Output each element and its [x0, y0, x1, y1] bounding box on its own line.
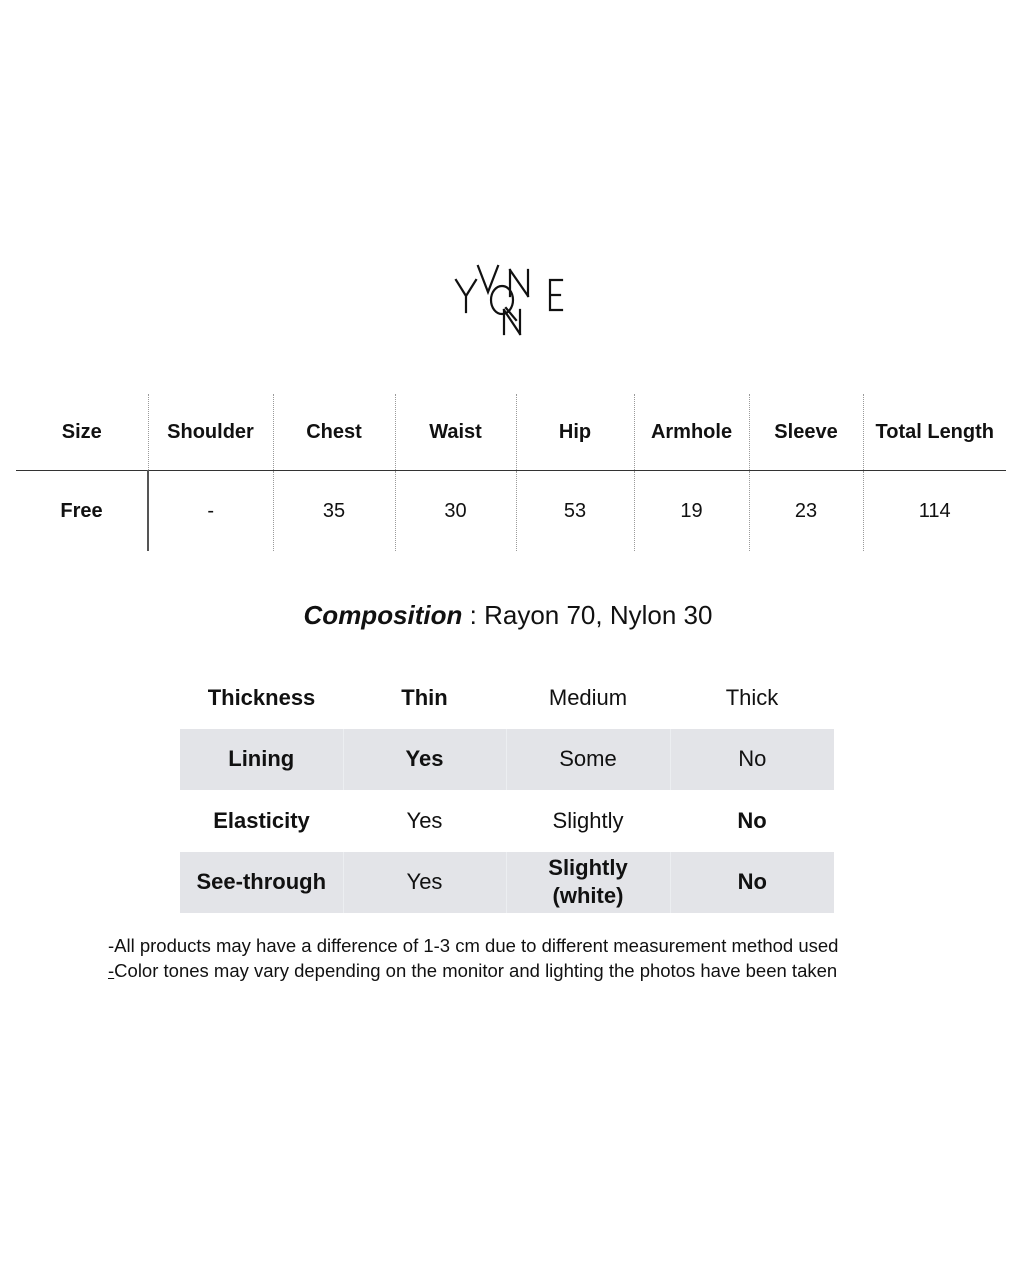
size-table — [16, 394, 1006, 551]
property-option: Some — [506, 729, 670, 791]
header-armhole: Armhole — [634, 394, 749, 471]
header-sleeve: Sleeve — [749, 394, 863, 471]
property-option: No — [670, 852, 834, 914]
cell-waist: 30 — [395, 471, 516, 552]
note-measurement: -All products may have a difference of 1-3 cm due to different measurement method used — [108, 935, 839, 956]
property-row-elasticity — [180, 790, 834, 852]
property-option: Yes — [343, 852, 506, 914]
property-option: Thick — [725, 684, 779, 710]
header-chest: Chest — [273, 394, 395, 471]
notes — [108, 933, 948, 983]
property-option: Medium — [548, 684, 628, 710]
property-option: Slightly — [552, 807, 624, 833]
composition — [0, 600, 1016, 631]
brand-logo — [450, 262, 574, 342]
cell-chest: 35 — [273, 471, 395, 552]
header-shoulder: Shoulder — [148, 394, 273, 471]
property-option: No — [670, 729, 834, 791]
composition-separator: : — [462, 600, 485, 630]
table-row — [16, 471, 1006, 552]
property-option: Thin — [401, 684, 448, 710]
cell-sleeve: 23 — [749, 471, 863, 552]
property-row-lining — [180, 729, 834, 791]
cell-hip: 53 — [516, 471, 634, 552]
cell-armhole: 19 — [634, 471, 749, 552]
property-option: Yes — [343, 729, 506, 791]
property-option: No — [737, 807, 767, 833]
fabric-properties-table — [180, 667, 834, 913]
header-total-length: Total Length — [863, 394, 1006, 471]
note-color — [108, 958, 948, 983]
property-option: Slightly (white) — [506, 852, 670, 914]
property-label: Elasticity — [213, 807, 310, 833]
composition-label: Composition — [303, 600, 463, 630]
header-waist: Waist — [395, 394, 516, 471]
composition-value: Rayon 70, Nylon 30 — [484, 600, 713, 630]
note-color-text: Color tones may vary depending on the monitor and lighting the photos have been taken — [114, 960, 838, 981]
property-row-thickness — [180, 667, 834, 729]
note-color-dash: - — [108, 960, 115, 981]
cell-shoulder: - — [148, 471, 273, 552]
cell-total-length: 114 — [863, 471, 1006, 552]
property-label: Thickness — [207, 684, 316, 710]
property-option: Yes — [406, 807, 443, 833]
brand-logo-mark — [450, 262, 574, 342]
property-label: See-through — [180, 852, 343, 914]
header-size: Size — [61, 420, 102, 443]
size-table-header-row — [16, 394, 1006, 471]
cell-size: Free — [60, 499, 103, 522]
property-label: Lining — [180, 729, 343, 791]
header-hip: Hip — [516, 394, 634, 471]
property-row-see-through — [180, 852, 834, 914]
